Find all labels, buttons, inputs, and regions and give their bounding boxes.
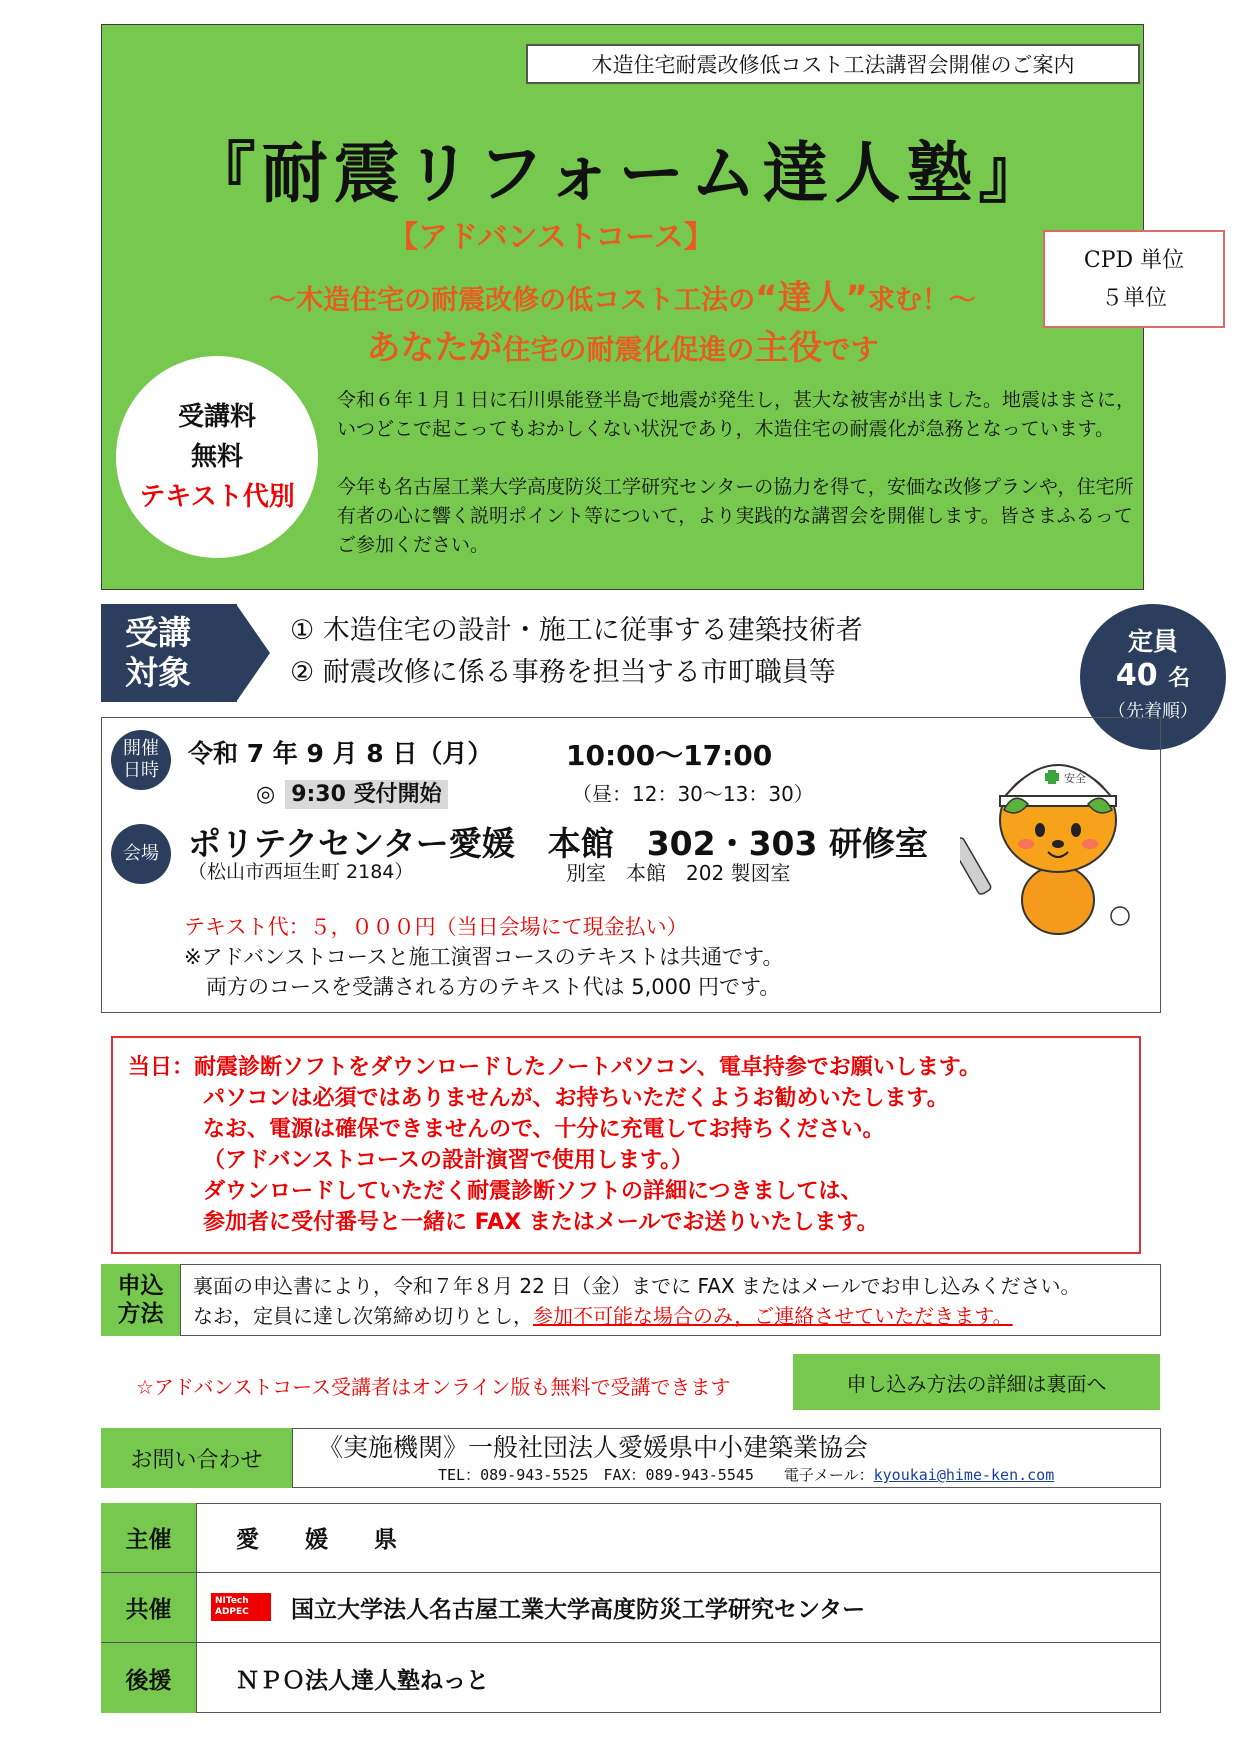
tagline-post: 求む！～ — [867, 285, 976, 316]
target-tag-line2: 対象 — [125, 653, 191, 692]
role-statement — [101, 320, 1144, 369]
tagline — [101, 270, 1144, 319]
capacity-value — [1080, 658, 1226, 693]
support-label: 後援 — [101, 1643, 197, 1713]
host-label: 主催 — [101, 1503, 197, 1572]
target-item-1: ① 木造住宅の設計・施工に従事する建築技術者 — [290, 615, 863, 646]
notice-line-6: 参加者に受付番号と一緒に FAX またはメールでお送りいたします。 — [203, 1210, 879, 1235]
text-fee: テキスト代：５，０００円（当日会場にて現金払い） — [184, 915, 688, 939]
venue-name: ポリテクセンター愛媛 本館 302・303 研修室 — [188, 824, 928, 863]
fee-free: 無料 — [190, 442, 243, 472]
venue-annex: 別室 本館 202 製図室 — [566, 861, 791, 885]
target-tag — [101, 604, 237, 702]
support-value: ＮＰＯ法人達人塾ねっと — [236, 1667, 489, 1694]
text-note-2: 両方のコースを受講される方のテキスト代は 5,000 円です。 — [206, 975, 781, 999]
co-host-row — [101, 1573, 1161, 1643]
notice-line-5: ダウンロードしていただく耐震診断ソフトの詳細につきましては、 — [203, 1179, 863, 1204]
support-row — [101, 1643, 1161, 1713]
co-host-label: 共催 — [101, 1573, 197, 1642]
venue-badge — [111, 824, 171, 884]
application-text — [193, 1271, 1081, 1331]
page-title: 『耐震リフォーム達人塾』 — [189, 134, 1051, 212]
capacity-unit: 名 — [1168, 666, 1191, 691]
text-fee-block — [184, 912, 784, 1002]
application-line-2b: 参加不可能な場合のみ，ご連絡させていただきます。 — [533, 1304, 1013, 1328]
target-list — [290, 610, 863, 694]
notice-text — [128, 1052, 981, 1238]
application-details-button[interactable]: 申し込み方法の詳細は裏面へ — [793, 1354, 1160, 1410]
event-time: 10:00～17:00 — [566, 739, 773, 772]
venue-badge-label: 会場 — [123, 843, 159, 864]
fee-text-note: テキスト代別 — [139, 482, 295, 512]
host-row — [101, 1503, 1161, 1573]
date-badge — [111, 730, 171, 790]
notice-line-2: パソコンは必須ではありませんが、お持ちいただくようお勧めいたします。 — [203, 1086, 949, 1111]
intro-paragraph-1: 令和６年１月１日に石川県能登半島で地震が発生し，甚大な被害が出ました。地震はまさに，いつどこで起こってもおかしくない状況であり，木造住宅の耐震化が急務となっています。 — [337, 389, 1136, 440]
contact-email-link[interactable]: kyoukai@hime-ken.com — [873, 1466, 1055, 1484]
intro-text — [337, 386, 1137, 589]
date-badge-label: 開催 日時 — [123, 738, 159, 781]
capacity-label: 定員 — [1127, 627, 1178, 656]
lunch-time: （昼：12：30～13：30） — [572, 782, 814, 806]
contact-org: 《実施機関》一般社団法人愛媛県中小建築業協会 — [318, 1433, 869, 1462]
application-line-2 — [193, 1301, 1081, 1331]
role-a: あなたが — [366, 328, 503, 368]
contact-phone-fax: TEL：089-943-5525 FAX：089-943-5545 電子メール： — [438, 1466, 874, 1484]
cpd-label: CPD 単位 — [1083, 248, 1185, 273]
reception — [256, 777, 448, 808]
reception-time: 9:30 受付開始 — [285, 780, 447, 809]
intro-paragraph-2: 今年も名古屋工業大学高度防災工学研究センターの協力を得て，安価な改修プランや，住宅所有者の心に響く説明ポイント等について，より実践的な講習会を開催します。皆さまふるってご参加ください。 — [337, 476, 1134, 556]
role-c: 主役 — [754, 328, 823, 368]
target-tag-line1: 受講 — [125, 613, 191, 652]
online-note: ☆アドバンストコース受講者はオンライン版も無料で受講できます — [136, 1375, 731, 1399]
application-tag-line2: 方法 — [117, 1301, 164, 1327]
course-name: 【アドバンストコース】 — [388, 220, 714, 255]
contact-tel — [438, 1464, 1054, 1485]
target-item-2: ② 耐震改修に係る事務を担当する市町職員等 — [290, 657, 836, 688]
venue-address: （松山市西垣生町 2184） — [188, 861, 414, 883]
role-b: 住宅の耐震化促進の — [502, 333, 755, 366]
cpd-box — [1043, 230, 1225, 328]
text-note-1: ※アドバンストコースと施工演習コースのテキストは共通です。 — [184, 945, 784, 969]
reception-mark: ◎ — [256, 782, 276, 807]
capacity-note: （先着順） — [1108, 701, 1198, 722]
mascot-helmet-text: 安全 — [1064, 772, 1086, 785]
nitech-logo: NITech ADPEC — [211, 1593, 271, 1621]
tagline-emphasis: “達人” — [755, 278, 868, 318]
contact-tag: お問い合わせ — [101, 1428, 293, 1488]
notice-line-1: 当日：耐震診断ソフトをダウンロードしたノートパソコン、電卓持参でお願いします。 — [128, 1055, 981, 1080]
tagline-pre: ～木造住宅の耐震改修の低コスト工法の — [269, 285, 756, 316]
application-tag-line1: 申込 — [117, 1273, 164, 1299]
cpd-units: ５単位 — [1100, 286, 1167, 311]
capacity-number: 40 — [1115, 658, 1158, 693]
application-tag — [101, 1264, 181, 1336]
event-date: 令和 7 年 9 月 8 日（月） — [188, 739, 493, 768]
application-line-1: 裏面の申込書により，令和７年８月 22 日（金）までに FAX またはメールでお申し込みください。 — [193, 1274, 1081, 1298]
event-subtitle: 木造住宅耐震改修低コスト工法講習会開催のご案内 — [526, 44, 1140, 84]
notice-line-4: （アドバンストコースの設計演習で使用します。） — [203, 1148, 694, 1173]
host-value: 愛 媛 県 — [236, 1527, 397, 1553]
fee-circle — [116, 356, 318, 558]
mascot-illustration — [960, 740, 1140, 940]
co-host-value: 国立大学法人名古屋工業大学高度防災工学研究センター — [291, 1597, 866, 1623]
role-d: です — [822, 333, 879, 366]
notice-line-3: なお、電源は確保できませんので、十分に充電してお持ちください。 — [203, 1117, 885, 1142]
target-arrow-icon — [236, 604, 270, 702]
fee-label: 受講料 — [177, 402, 256, 432]
application-line-2a: なお，定員に達し次第締め切りとし， — [193, 1304, 533, 1328]
